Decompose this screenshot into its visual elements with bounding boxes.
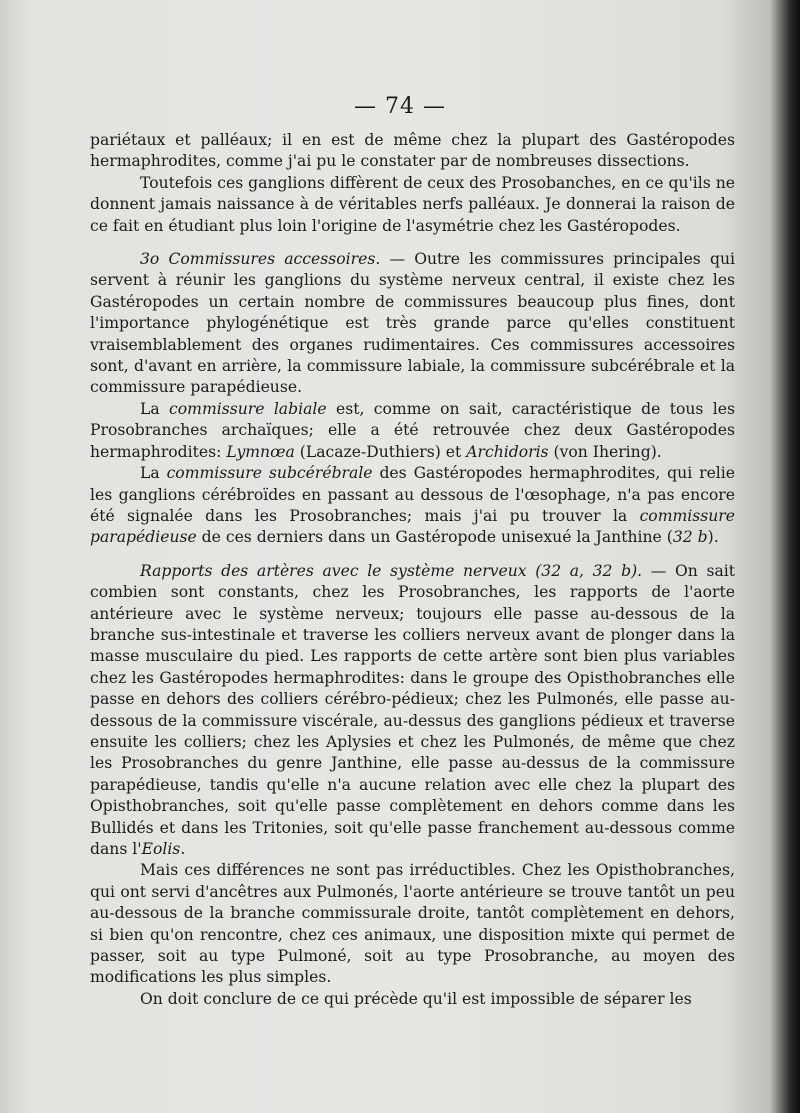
paragraph-5 bbox=[90, 463, 735, 549]
term-commissure-parapedieuse: commissure parapédieuse bbox=[90, 506, 735, 547]
section-heading-rapports: Rapports des artères avec le système nerveux (32 a, 32 b). bbox=[140, 561, 643, 580]
paragraph-8: On doit conclure de ce qui précède qu'il est impossible de séparer les bbox=[140, 989, 692, 1008]
paragraph-3 bbox=[90, 249, 735, 399]
paragraph-6-text: — On sait combien sont constants, chez les Prosobranches, les rapports de l'aorte antérieure avec le système nerveux; toujours elle passe au-dessous de la branche sus-intestinale et traverse les colliers nerveux avant de plonger dans la masse musculaire du pied. Les rapports de cette artère sont bien plus variables chez les Gastéropodes hermaphrodites: dans le groupe des Opisthobranches elle passe en dehors des colliers cérébro-pédieux; chez les Pulmonés, elle passe au-dessous de la commissure viscérale, au-dessus des ganglions pédieux et traverse ensuite les colliers; chez les Aplysies et chez les Pulmonés, de même que chez les Prosobranches du genre Janthine, elle passe au-dessus de la commissure parapédieuse, tandis qu'elle n'a aucune relation avec elle chez la plupart des Opisthobranches, soit qu'elle passe complètement en dehors comme dans les Bullidés et dans les Tritonies, soit qu'elle passe franchement au-dessous comme dans l' bbox=[90, 561, 735, 858]
paragraph-5-text-3: de ces derniers dans un Gastéropode unisexué la Janthine ( bbox=[196, 528, 673, 547]
paragraph-4-text-4: (von Ihering). bbox=[548, 442, 662, 461]
term-eolis: Eolis bbox=[141, 840, 181, 858]
section-heading-commissures: 3o Commissures accessoires. bbox=[140, 250, 381, 269]
paragraph-3-text: — Outre les commissures principales qui servent à réunir les ganglions du système nerveux central, il existe chez les Gastéropodes un certain nombre de commissures beaucoup plus fines, dont l'importance phylogénétique est très grande parce qu'elles constituent vraisemblablement des organes rudimentaires. Ces commissures accessoires sont, d'avant en arrière, la commissure labiale, la commissure subcérébrale et la commissure parapédieuse. bbox=[90, 250, 735, 397]
term-commissure-subcerebrale: commissure subcérébrale bbox=[166, 464, 373, 483]
paragraph-5-text-1: La bbox=[140, 464, 167, 483]
paragraph-7: Mais ces différences ne sont pas irréductibles. Chez les Opisthobranches, qui ont servi d'ancêtres aux Pulmonés, l'aorte antérieure se trouve tantôt un peu au-dessous de la branche commissurale droite, tantôt complètement en dehors, si bien qu'on rencontre, chez ces animaux, une disposition mixte qui permet de passer, soit au type Pulmoné, soit au type Prosobranche, au moyen des modifications les plus simples. bbox=[90, 861, 735, 987]
term-commissure-labiale: commissure labiale bbox=[169, 399, 327, 418]
term-lymnaea: Lymnœa bbox=[226, 442, 295, 461]
page-number: — 74 — bbox=[354, 94, 446, 119]
paragraph-6 bbox=[90, 561, 735, 861]
figure-ref-32b: 32 b bbox=[672, 528, 708, 547]
paragraph-5-text-4: ). bbox=[707, 528, 719, 547]
paragraph-4-text-2: est, comme on sait, caractéristique de tous les Prosobranches archaïques; elle a été retrouvée chez deux Gastéropodes hermaphrodites: bbox=[90, 399, 736, 461]
paragraph-4-text-1: La bbox=[140, 399, 170, 418]
paragraph-5-text-2: des Gastéropodes hermaphrodites, qui relie les ganglions cérébroïdes en passant au dessous de l'œsophage, n'a pas encore été signalée dans les Prosobranches; mais j'ai pu trouver la bbox=[90, 464, 736, 525]
term-archidoris: Archidoris bbox=[466, 442, 549, 461]
paragraph-4-text-3: (Lacaze-Duthiers) et bbox=[294, 442, 467, 461]
paragraph-4 bbox=[90, 399, 735, 463]
paragraph-2: Toutefois ces ganglions diffèrent de ceux des Prosobanches, en ce qu'ils ne donnent jamais naissance à de véritables nerfs palléaux. Je donnerai la raison de ce fait en étudiant plus loin l'origine de l'asymétrie chez les Gastéropodes. bbox=[90, 173, 735, 235]
body-text bbox=[90, 130, 735, 1010]
paragraph-1: pariétaux et palléaux; il en est de même chez la plupart des Gastéropodes hermaphrodites, comme j'ai pu le constater par de nombreuses dissections. bbox=[90, 131, 735, 171]
paragraph-6-tail: . bbox=[180, 840, 186, 858]
